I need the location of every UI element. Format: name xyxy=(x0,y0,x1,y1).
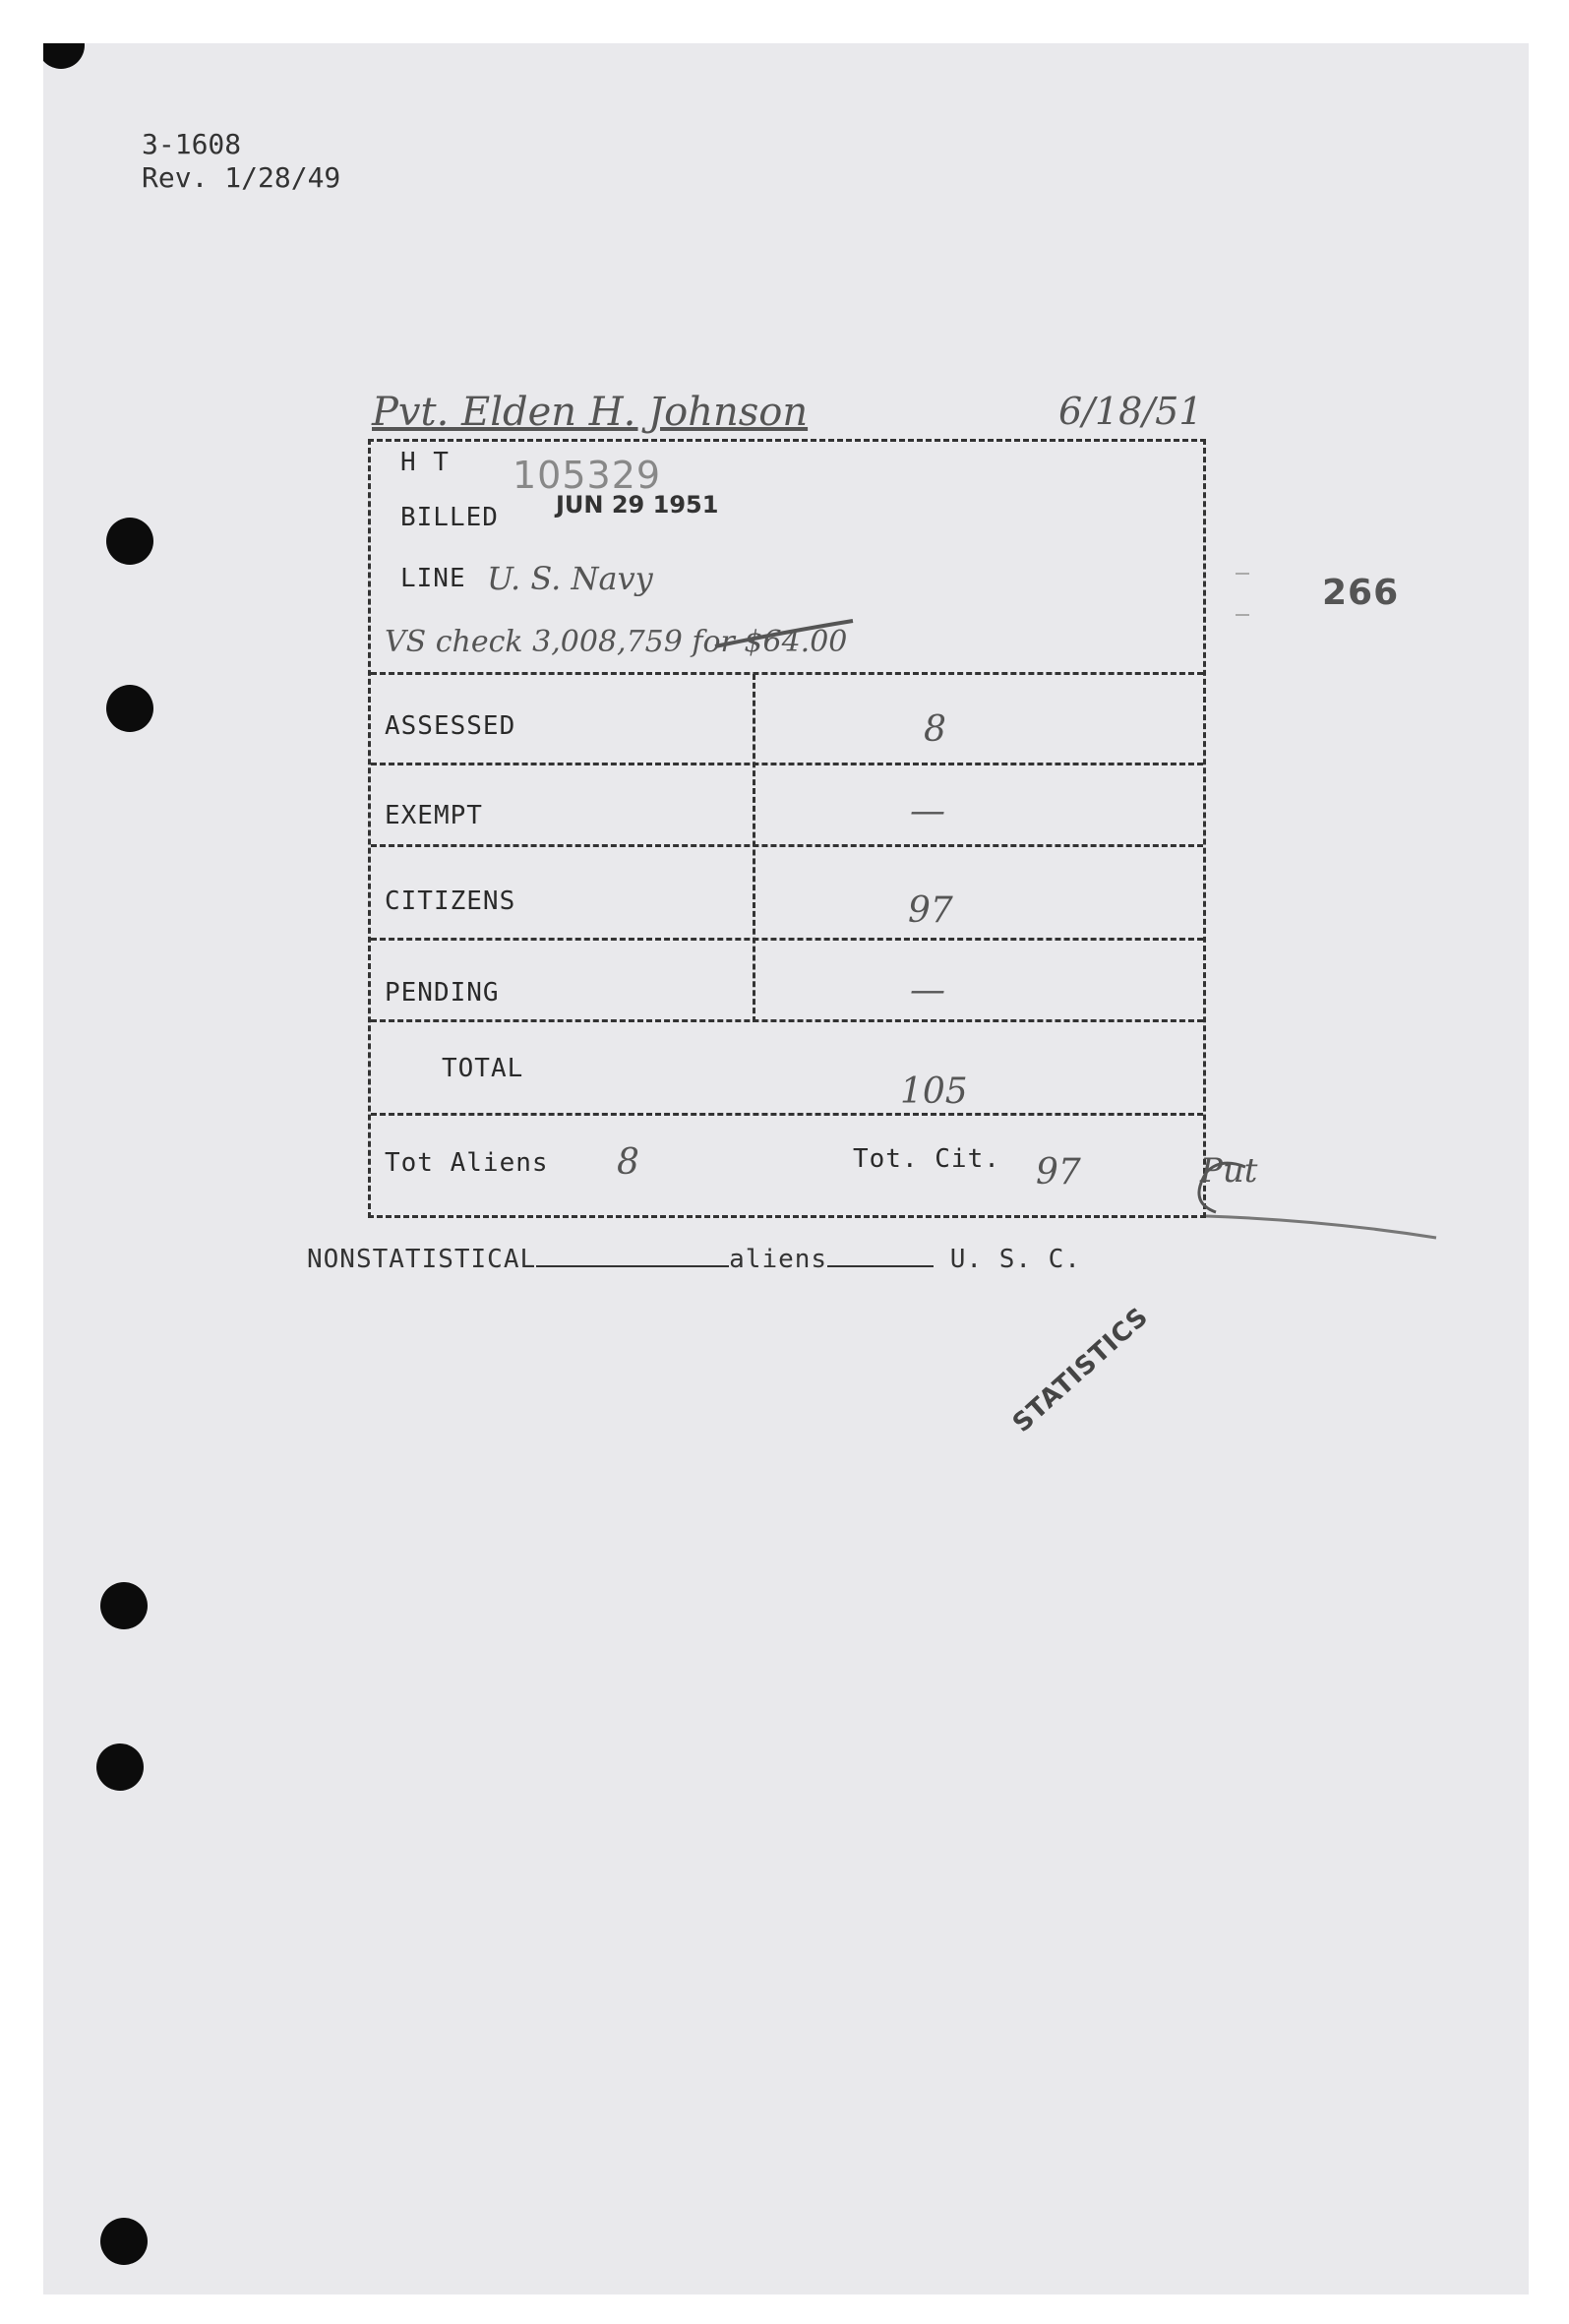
row-label: CITIZENS xyxy=(385,887,516,916)
billed-date-stamp: JUN 29 1951 xyxy=(556,491,719,519)
row-label: PENDING xyxy=(385,978,500,1008)
column-divider xyxy=(753,674,755,1022)
document-sheet xyxy=(43,43,1529,2294)
table-row xyxy=(371,941,1203,1022)
punch-hole xyxy=(100,1582,148,1629)
nonstatistical-label: NONSTATISTICAL xyxy=(307,1245,537,1274)
line-value: U. S. Navy xyxy=(487,560,653,597)
handwritten-name: Pvt. Elden H. Johnson xyxy=(372,390,809,435)
punch-hole xyxy=(106,685,153,732)
nonstatistical-line xyxy=(307,1244,1081,1274)
blank-field xyxy=(827,1244,934,1267)
line-label: LINE xyxy=(400,564,466,593)
billed-label: BILLED xyxy=(400,503,499,532)
punch-hole xyxy=(106,518,153,565)
form-revision: Rev. 1/28/49 xyxy=(142,161,341,194)
form-code: 3-1608 xyxy=(142,128,242,160)
tot-aliens-value: 8 xyxy=(617,1142,639,1183)
total-row xyxy=(371,1022,1203,1116)
punch-hole xyxy=(100,2218,148,2265)
usc-label: U. S. C. xyxy=(949,1245,1081,1274)
row-value: 8 xyxy=(924,709,946,750)
page-number: 266 xyxy=(1322,573,1400,613)
row-value: — xyxy=(910,970,945,1010)
table-row xyxy=(371,672,1203,765)
table-row xyxy=(371,847,1203,941)
blank-field xyxy=(536,1244,729,1267)
tot-aliens-label: Tot Aliens xyxy=(385,1148,549,1178)
initials-underline xyxy=(1177,1143,1442,1252)
tot-cit-value: 97 xyxy=(1036,1152,1081,1193)
margin-mark xyxy=(1236,614,1249,616)
row-label: EXEMPT xyxy=(385,801,483,830)
table-row xyxy=(371,765,1203,847)
total-value: 105 xyxy=(900,1071,968,1112)
statistics-stamp: STATISTICS xyxy=(1006,1302,1155,1438)
ht-label: H T xyxy=(400,448,450,477)
margin-mark xyxy=(1236,573,1249,575)
record-box xyxy=(368,439,1206,1218)
tot-cit-label: Tot. Cit. xyxy=(853,1144,1000,1174)
header-divider xyxy=(371,442,1203,675)
row-label: ASSESSED xyxy=(385,711,516,741)
form-code-block xyxy=(142,128,340,195)
aliens-label: aliens xyxy=(729,1245,828,1274)
row-value: — xyxy=(910,791,945,831)
punch-hole xyxy=(43,43,85,69)
total-label: TOTAL xyxy=(442,1054,524,1083)
row-value: 97 xyxy=(908,890,953,931)
punch-hole xyxy=(96,1743,144,1791)
vs-check-note: VS check 3,008,759 for $64.00 xyxy=(385,625,848,659)
handwritten-date: 6/18/51 xyxy=(1058,390,1203,433)
initials-signature: Put xyxy=(1200,1151,1258,1191)
ht-number: 105329 xyxy=(513,454,662,497)
